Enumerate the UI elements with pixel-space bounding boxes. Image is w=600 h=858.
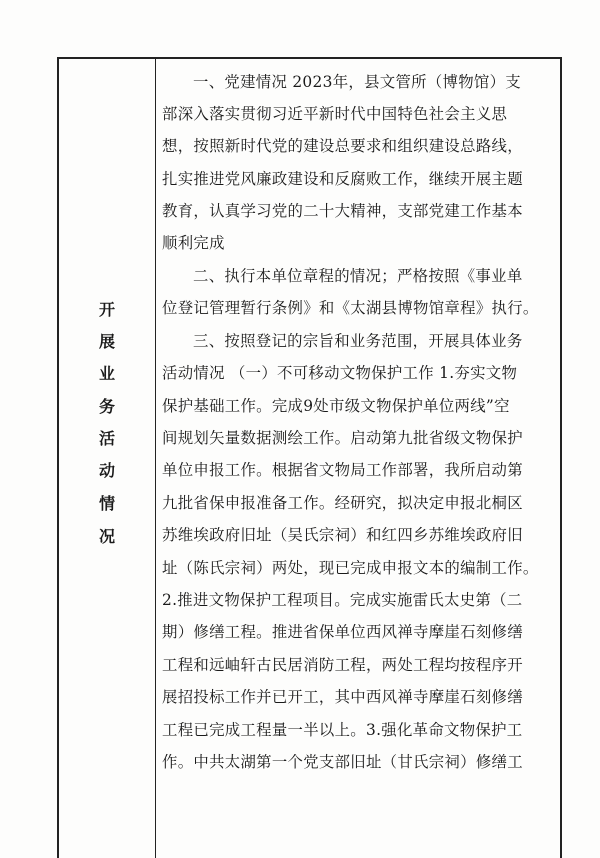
content-line: 单位申报工作。根据省文物局工作部署，我所启动第	[162, 461, 523, 479]
section-label-char: 活	[98, 429, 115, 448]
content-line: 二、执行本单位章程的情况；严格按照《事业单	[193, 267, 523, 285]
content-line: 想，按照新时代党的建设总要求和组织建设总路线，	[162, 137, 523, 155]
content-line: 展招投标工作并已开工，其中西风禅寺摩崖石刻修缮	[162, 688, 523, 706]
section-label-char: 情	[98, 494, 115, 513]
content-line: 保护基础工作。完成9处市级文物保护单位两线”空	[162, 397, 510, 415]
content-line: 间规划矢量数据测绘工作。启动第九批省级文物保护	[162, 429, 523, 447]
section-label-char: 展	[98, 332, 115, 351]
content-line: 作。中共太湖第一个党支部旧址（甘氏宗祠）修缮工	[162, 753, 523, 771]
content-line: 部深入落实贯彻习近平新时代中国特色社会主义思	[162, 105, 508, 123]
content-line: 教育，认真学习党的二十大精神，支部党建工作基本	[162, 202, 523, 220]
content-line: 苏维埃政府旧址（吴氏宗祠）和红四乡苏维埃政府旧	[162, 526, 523, 544]
section-label-char: 开	[98, 300, 115, 319]
section-label-char: 况	[98, 527, 115, 546]
content-line: 址（陈氏宗祠）两处，现已完成申报文本的编制工作。	[162, 559, 539, 577]
content-line: 活动情况 （一）不可移动文物保护工作 1.夯实文物	[162, 364, 518, 382]
content-line: 工程和远岫轩古民居消防工程，两处工程均按程序开	[162, 656, 523, 674]
content-line: 2.推进文物保护工程项目。完成实施雷氏太史第（二	[162, 591, 523, 609]
content-line: 扎实推进党风廉政建设和反腐败工作，继续开展主题	[162, 170, 523, 188]
section-label-char: 务	[98, 397, 115, 416]
content-line: 一、党建情况 2023年，县文管所（博物馆）支	[193, 73, 521, 91]
content-line: 九批省保申报准备工作。经研究，拟决定申报北桐区	[162, 494, 523, 512]
content-line: 期）修缮工程。推进省保单位西风禅寺摩崖石刻修缮	[162, 623, 523, 641]
content-line: 顺利完成	[162, 234, 225, 252]
content-line: 三、按照登记的宗旨和业务范围，开展具体业务	[193, 332, 523, 350]
section-label-char: 动	[98, 461, 115, 480]
column-divider	[155, 57, 156, 858]
content-line: 工程已完成工程量一半以上。3.强化革命文物保护工	[162, 721, 523, 739]
content-line: 位登记管理暂行条例》和《太湖县博物馆章程》执行。	[162, 299, 539, 317]
section-label-cell	[59, 59, 155, 858]
section-label-char: 业	[98, 364, 115, 383]
